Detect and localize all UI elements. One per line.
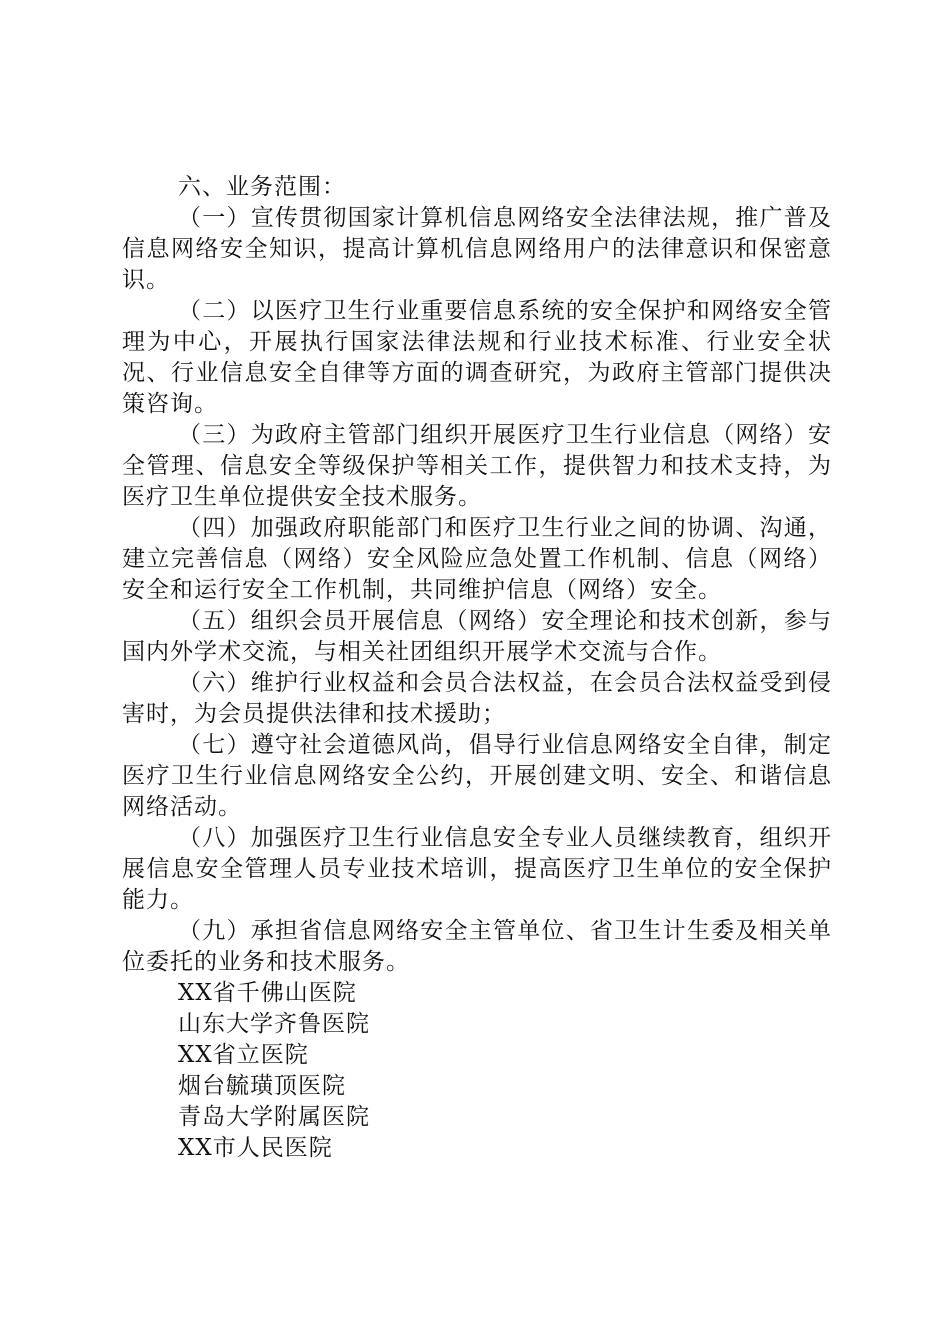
organization-item: 青岛大学附属医院 xyxy=(178,1104,370,1130)
organization-list xyxy=(122,978,832,1164)
organization-item: 山东大学齐鲁医院 xyxy=(178,1011,370,1037)
organization-item: 烟台毓璜顶医院 xyxy=(178,1073,346,1099)
scope-item-6: （六）维护行业权益和会员合法权益，在会员合法权益受到侵害时，为会员提供法律和技术援助； xyxy=(122,670,832,727)
scope-item-5: （五）组织会员开展信息（网络）安全理论和技术创新，参与国内外学术交流，与相关社团组织开展学术交流与合作。 xyxy=(122,608,832,665)
organization-item: XX市人民医院 xyxy=(178,1135,333,1161)
section-heading: 六、业务范围： xyxy=(178,174,346,200)
organization-item: XX省千佛山医院 xyxy=(178,980,357,1006)
scope-item-7: （七）遵守社会道德风尚，倡导行业信息网络安全自律，制定医疗卫生行业信息网络安全公约，开展创建文明、安全、和谐信息网络活动。 xyxy=(122,732,832,820)
scope-item-3: （三）为政府主管部门组织开展医疗卫生行业信息（网络）安全管理、信息安全等级保护等相关工作，提供智力和技术支持，为医疗卫生单位提供安全技术服务。 xyxy=(122,422,832,510)
scope-item-9: （九）承担省信息网络安全主管单位、省卫生计生委及相关单位委托的业务和技术服务。 xyxy=(122,918,832,975)
scope-item-1: （一）宣传贯彻国家计算机信息网络安全法律法规，推广普及信息网络安全知识，提高计算机信息网络用户的法律意识和保密意识。 xyxy=(122,205,832,293)
scope-item-8: （八）加强医疗卫生行业信息安全专业人员继续教育，组织开展信息安全管理人员专业技术培训，提高医疗卫生单位的安全保护能力。 xyxy=(122,825,832,913)
scope-item-2: （二）以医疗卫生行业重要信息系统的安全保护和网络安全管理为中心，开展执行国家法律法规和行业技术标准、行业安全状况、行业信息安全自律等方面的调查研究，为政府主管部门提供决策咨询。 xyxy=(122,298,832,417)
scope-item-4: （四）加强政府职能部门和医疗卫生行业之间的协调、沟通，建立完善信息（网络）安全风险应急处置工作机制、信息（网络）安全和运行安全工作机制，共同维护信息（网络）安全。 xyxy=(122,515,832,603)
document-page xyxy=(122,172,832,1164)
organization-item: XX省立医院 xyxy=(178,1042,309,1068)
